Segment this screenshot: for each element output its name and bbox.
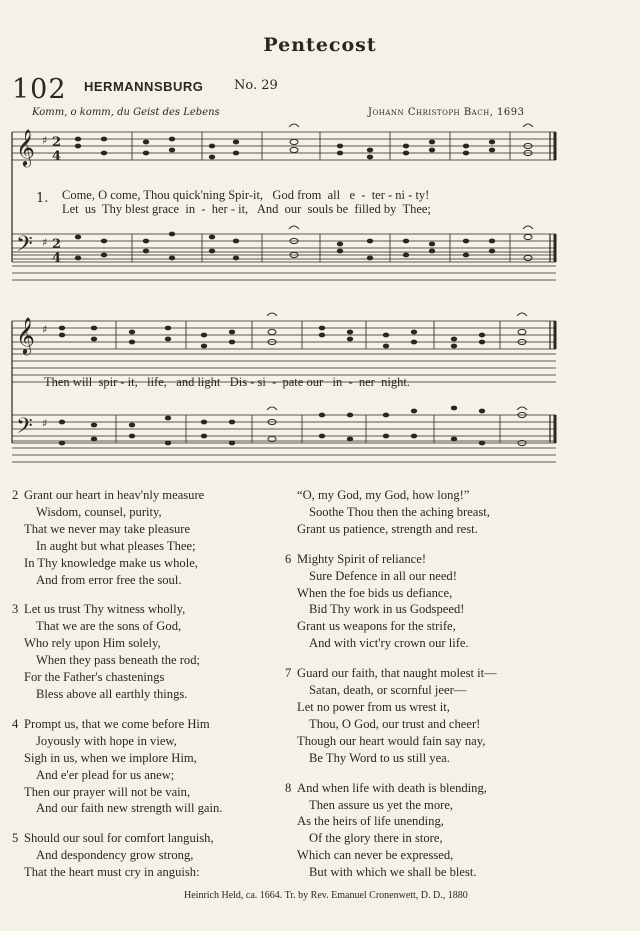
stanza-line: Who rely upon Him solely, bbox=[24, 636, 161, 651]
stanza-number: 4 bbox=[12, 716, 19, 731]
bass-clef-icon: 𝄢 bbox=[16, 414, 33, 444]
stanza-line: Guard our faith, that naught molest it— 7 bbox=[285, 666, 497, 681]
verse1-line-c: Then will spir - it, life, and light Dis - si - pate our in - ner night. bbox=[44, 375, 410, 389]
stanza-number: 5 bbox=[12, 831, 19, 846]
stanza-line: “O, my God, my God, how long!” bbox=[297, 488, 470, 502]
stanza bbox=[285, 665, 497, 766]
stanza-number: 8 bbox=[285, 780, 292, 795]
stanza-line: That we never may take pleasure bbox=[24, 521, 191, 536]
stanza-line: And with vict'ry crown our life. bbox=[309, 636, 469, 651]
verse1-line-a: Come, O come, Thou quick'ning Spir-it, God from all e - ter - ni - ty! bbox=[62, 188, 430, 202]
music-notation bbox=[0, 0, 640, 460]
svg-text:2: 2 bbox=[52, 135, 62, 150]
stanza-line: But with which we shall be blest. bbox=[309, 865, 477, 880]
stanza bbox=[12, 830, 222, 881]
svg-text:♯: ♯ bbox=[42, 134, 48, 147]
svg-text:2: 2 bbox=[52, 237, 62, 252]
stanza-line: Bless above all earthly things. bbox=[36, 686, 188, 701]
stanza-number: 7 bbox=[285, 666, 292, 681]
stanza-line: Wisdom, counsel, purity, bbox=[36, 504, 162, 519]
stanza-line: Be Thy Word to us still yea. bbox=[309, 750, 450, 765]
stanza-line: And despondency grow strong, bbox=[36, 848, 194, 863]
stanza bbox=[297, 487, 497, 538]
stanza-number: 2 bbox=[12, 488, 19, 502]
stanza-line: Prompt us, that we come before Him 4 bbox=[12, 716, 210, 731]
stanza-line: And our faith new strength will gain. bbox=[36, 801, 223, 816]
stanza-line: Then assure us yet the more, bbox=[309, 797, 454, 812]
translation-credit: Heinrich Held, ca. 1664. Tr. by Rev. Emanuel Cronenwett, D. D., 1880 bbox=[184, 890, 468, 901]
stanza-number: 6 bbox=[285, 551, 292, 566]
stanza-column-left bbox=[12, 487, 223, 894]
stanza-line: Should our soul for comfort languish, 5 bbox=[12, 831, 214, 846]
stanza-line: Let us trust Thy witness wholly, 3 bbox=[12, 602, 186, 617]
treble-clef-icon: 𝄞 bbox=[16, 128, 35, 166]
stanza-column-right bbox=[285, 487, 497, 894]
stanza-line: Grant us patience, strength and rest. bbox=[297, 521, 478, 536]
stanza-line: Let no power from us wrest it, bbox=[297, 699, 450, 714]
stanza bbox=[285, 551, 497, 652]
svg-text:4: 4 bbox=[52, 251, 62, 266]
fermata-marks bbox=[267, 124, 533, 410]
stanza-line: In Thy knowledge make us whole, bbox=[24, 555, 198, 570]
stanza-line: Sure Defence in all our need! bbox=[309, 568, 457, 583]
stanza-line: Which can never be expressed, bbox=[297, 848, 454, 863]
treble-clef-icon: 𝄞 bbox=[16, 316, 35, 354]
stanza-line: For the Father's chastenings bbox=[24, 670, 165, 685]
original-title: Komm, o komm, du Geist des Lebens bbox=[32, 107, 220, 118]
hymn-number: 102 bbox=[12, 74, 67, 105]
note-heads bbox=[59, 137, 532, 446]
verse1-line-b: Let us Thy blest grace in - her - it, And our souls be filled by Thee; bbox=[62, 202, 431, 216]
stanza bbox=[12, 716, 223, 817]
stanza-line: Mighty Spirit of reliance! 6 bbox=[285, 551, 427, 566]
stanza-line: In aught but what pleases Thee; bbox=[36, 538, 196, 553]
stanza-line: And when life with death is blending, 8 bbox=[285, 780, 487, 795]
stanza-line: As the heirs of life unending, bbox=[297, 814, 444, 829]
svg-text:♯: ♯ bbox=[42, 236, 48, 249]
stanza-line: Joyously with hope in view, bbox=[36, 733, 177, 748]
stanza bbox=[12, 601, 222, 702]
stanza-number: 3 bbox=[12, 602, 19, 617]
stanza-line: Of the glory there in store, bbox=[309, 831, 443, 846]
season-heading: Pentecost bbox=[263, 34, 377, 56]
stanza bbox=[12, 487, 222, 588]
svg-text:♯: ♯ bbox=[42, 323, 48, 336]
stanza-line: Thou, O God, our trust and cheer! bbox=[309, 716, 481, 731]
stanza-line: When the foe bids us defiance, bbox=[297, 585, 453, 600]
stanza-line: Grant our heart in heav'nly measure 2 bbox=[12, 488, 205, 502]
stanza-line: And e'er plead for us anew; bbox=[36, 767, 175, 782]
verse1-number: 1. bbox=[36, 191, 49, 206]
stanza-line: That we are the sons of God, bbox=[36, 619, 182, 634]
stanza-line: Satan, death, or scornful jeer— bbox=[309, 683, 467, 698]
stanza-line: Though our heart would fain say nay, bbox=[297, 733, 486, 748]
stanza-line: When they pass beneath the rod; bbox=[36, 653, 201, 668]
stanza-line: Soothe Thou then the aching breast, bbox=[309, 504, 490, 519]
svg-text:♯: ♯ bbox=[42, 417, 48, 430]
svg-text:4: 4 bbox=[52, 149, 62, 164]
bass-clef-icon: 𝄢 bbox=[16, 232, 33, 262]
stanza-line: Bid Thy work in us Godspeed! bbox=[309, 602, 465, 617]
stanza-line: Sigh in us, when we implore Him, bbox=[24, 750, 197, 765]
stanza bbox=[285, 780, 497, 881]
stanza-line: Then our prayer will not be vain, bbox=[24, 784, 191, 799]
tune-reference: No. 29 bbox=[234, 78, 278, 93]
composer-credit: Johann Christoph Bach, 1693 bbox=[368, 107, 525, 118]
stanza-line: Grant us weapons for the strife, bbox=[297, 619, 456, 634]
stanza-line: That the heart must cry in anguish: bbox=[24, 865, 200, 880]
tune-name: HERMANNSBURG bbox=[84, 79, 204, 94]
stanza-line: And from error free the soul. bbox=[36, 572, 182, 587]
